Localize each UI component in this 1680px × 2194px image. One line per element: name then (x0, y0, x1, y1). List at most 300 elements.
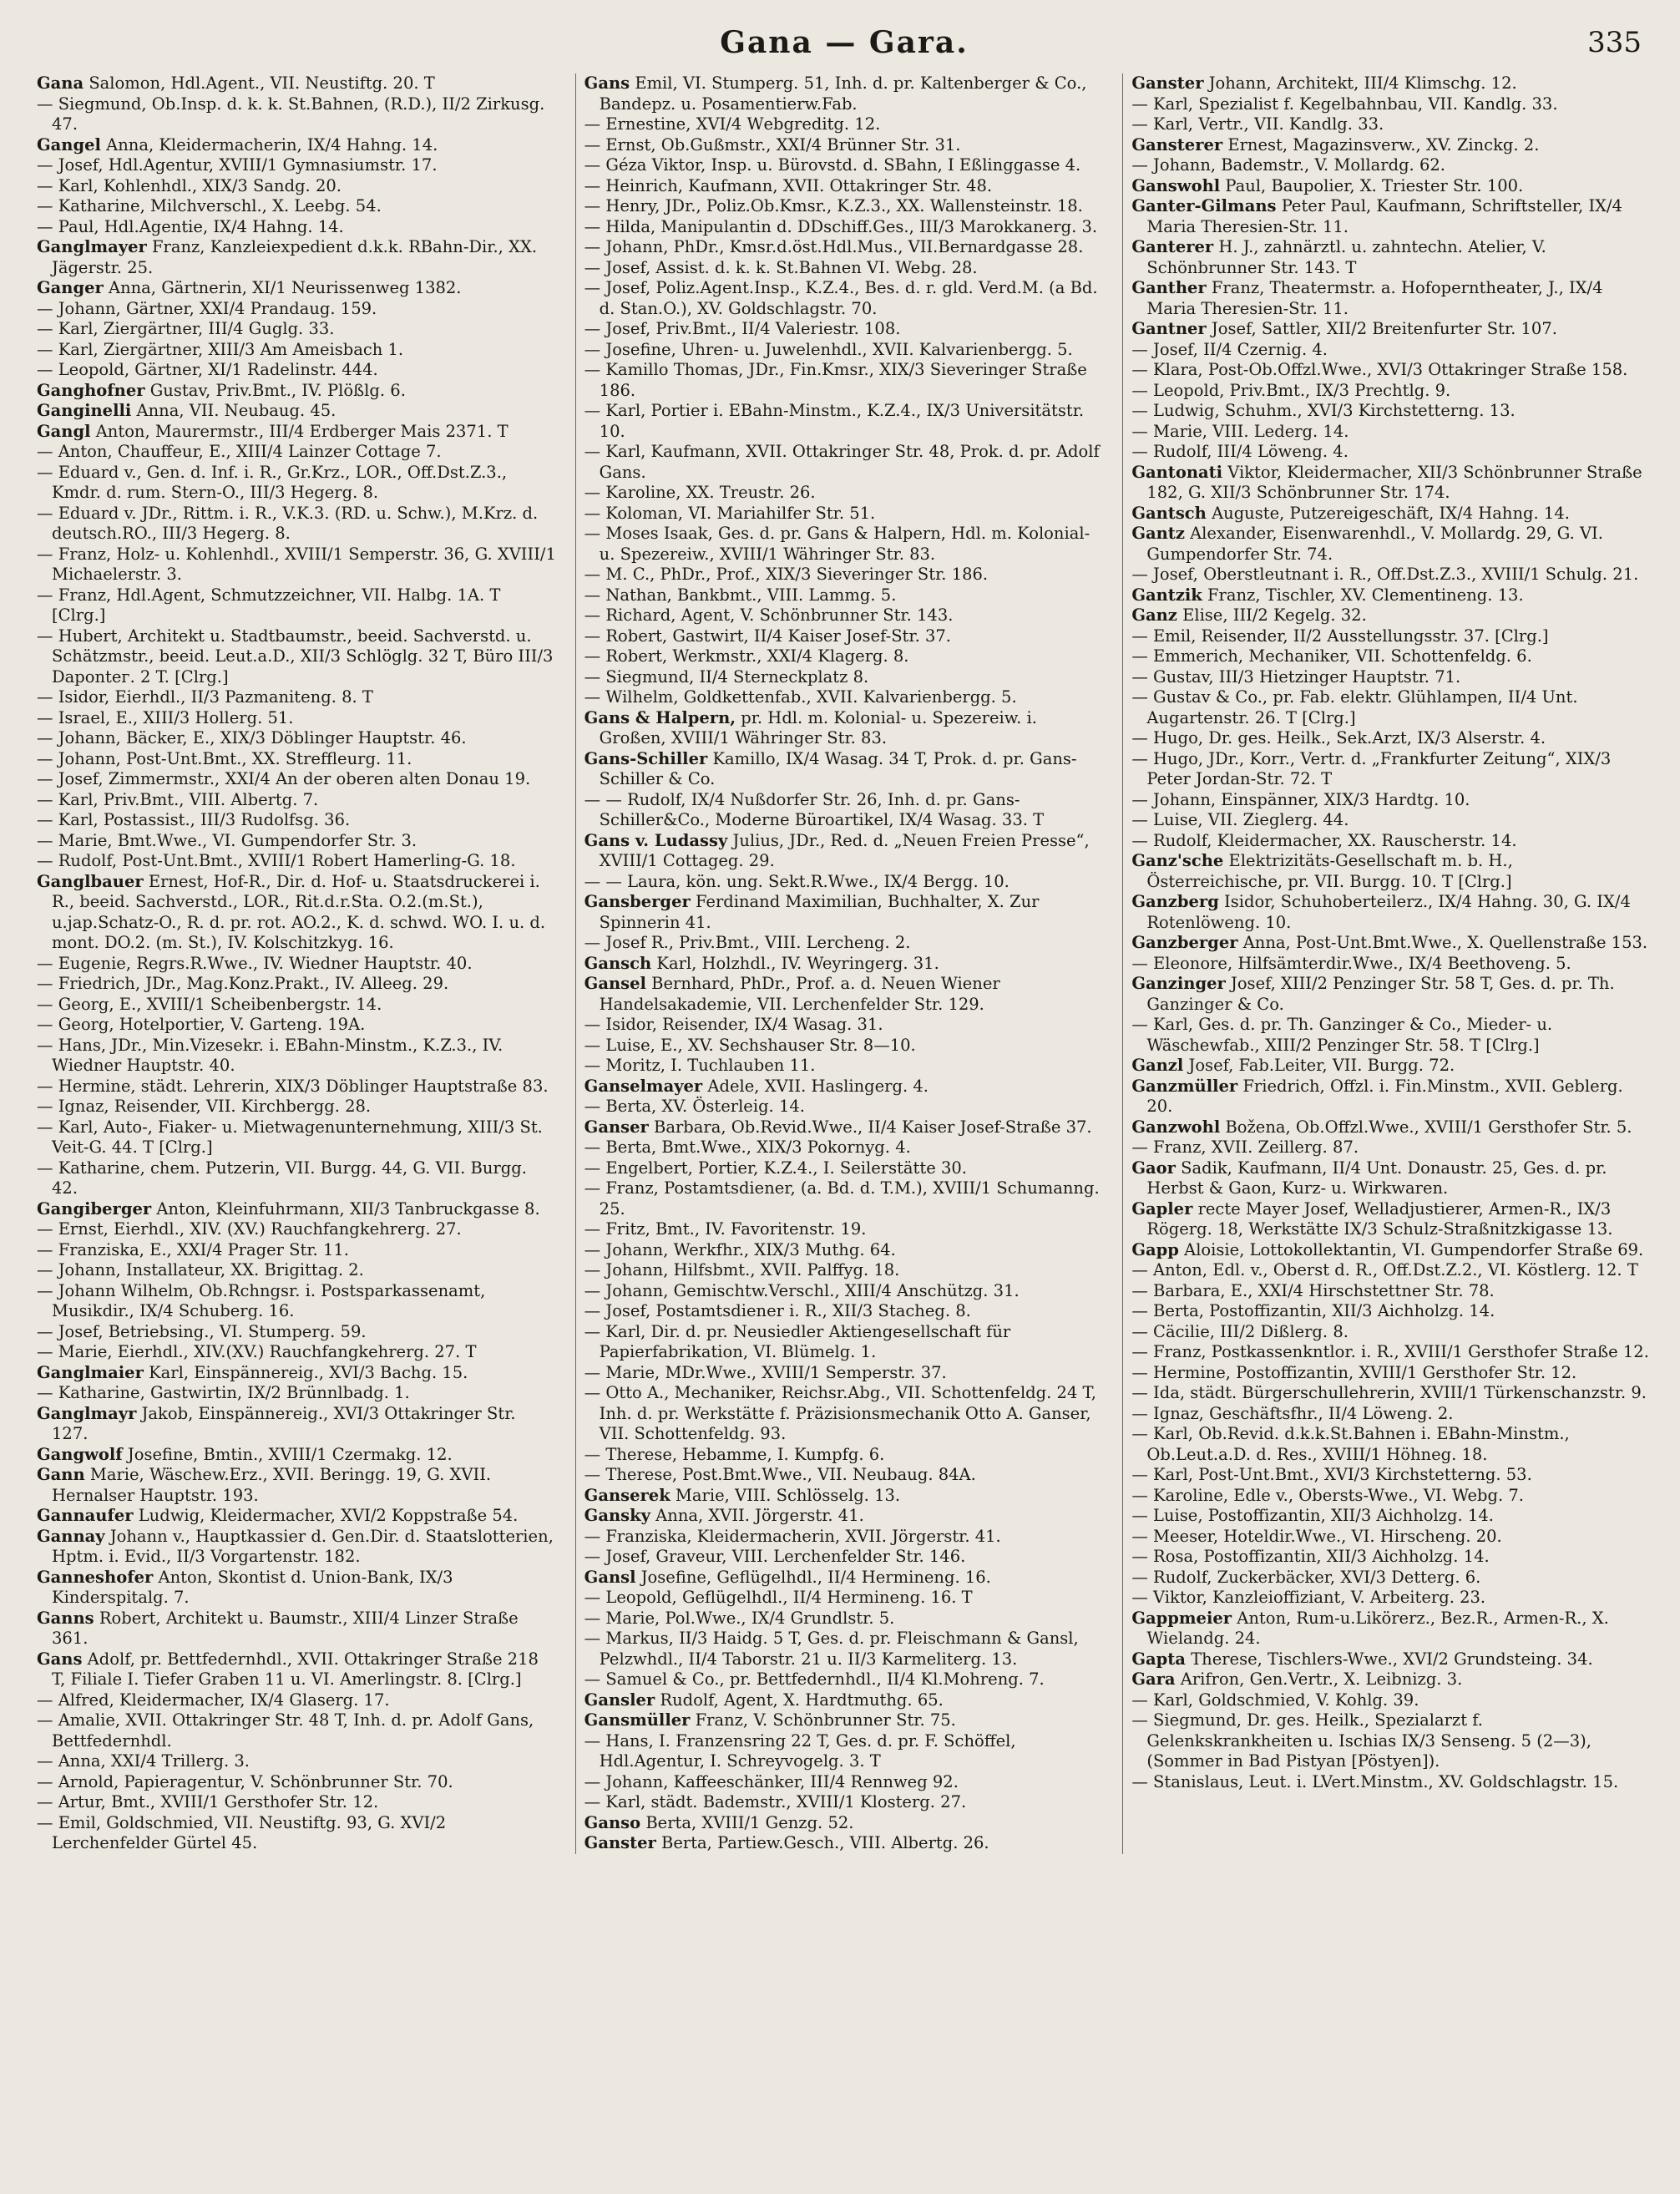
directory-entry (584, 1588, 1105, 1609)
entry-surname: Gansch (584, 953, 652, 973)
entry-details: — Johann, Gärtner, XXI/4 Prandaug. 159. (37, 298, 377, 318)
directory-entry (1131, 1486, 1652, 1507)
entry-surname: Gans-Schiller (584, 748, 708, 768)
directory-entry (1131, 933, 1652, 954)
directory-entry (584, 790, 1105, 831)
directory-entry (1131, 1301, 1652, 1322)
directory-entry (584, 606, 1105, 626)
directory-entry (37, 974, 557, 995)
directory-entry (37, 1260, 557, 1281)
entry-surname: Ganzberg (1131, 892, 1219, 911)
column-1 (37, 73, 557, 1854)
entry-details: — Arnold, Papieragentur, V. Schönbrunner Str. 70. (37, 1771, 453, 1791)
entry-details: — Marie, Bmt.Wwe., VI. Gumpendorfer Str. 3. (37, 830, 417, 850)
entry-details: — Johann, Kaffeeschänker, III/4 Rennweg 92. (584, 1771, 959, 1791)
entry-details: Isidor, Schuhoberteilerz., IX/4 Hahng. 30, G. IX/4 Rotenlöweng. 10. (1146, 892, 1631, 932)
directory-entry (584, 1117, 1105, 1138)
directory-entry (584, 1240, 1105, 1261)
directory-entry (1131, 1772, 1652, 1793)
directory-entry (37, 1772, 557, 1793)
directory-entry (37, 401, 557, 422)
directory-entry (584, 401, 1105, 442)
entry-details: — Johann, Post-Unt.Bmt., XX. Streffleurg. 11. (37, 748, 412, 768)
directory-entry (1131, 1158, 1652, 1199)
directory-entry (37, 1117, 557, 1158)
entry-details: — Engelbert, Portier, K.Z.4., I. Seilerstätte 30. (584, 1158, 967, 1178)
directory-entry (37, 1158, 557, 1199)
entry-details: Elektrizitäts-Gesellschaft m. b. H., Österreichische, pr. VII. Burgg. 10. T [Clrg.] (1146, 851, 1513, 891)
directory-entry (37, 1363, 557, 1384)
entry-details: — Franz, Postamtsdiener, (a. Bd. d. T.M.), XVIII/1 Schumanng. 25. (584, 1178, 1100, 1219)
directory-entry (1131, 504, 1652, 524)
entry-details: Franz, V. Schönbrunner Str. 75. (695, 1710, 956, 1730)
entry-details: — Johann, Hilfsbmt., XVII. Palffyg. 18. (584, 1260, 900, 1279)
directory-entry (1131, 1015, 1652, 1056)
directory-entry (37, 299, 557, 320)
directory-entry (37, 1281, 557, 1322)
entry-surname: Gans v. Ludassy (584, 830, 728, 850)
entry-surname: Ganglbauer (37, 871, 144, 891)
entry-details: — Anton, Edl. v., Oberst d. R., Off.Dst.Z.2., VI. Köstlerg. 12. T (1131, 1260, 1638, 1279)
directory-entry (1131, 237, 1652, 278)
entry-details: Gustav, Priv.Bmt., IV. Plößlg. 6. (149, 380, 406, 400)
entry-details: — Artur, Bmt., XVIII/1 Gersthofer Str. 12. (37, 1792, 379, 1811)
entry-details: — Therese, Post.Bmt.Wwe., VII. Neubaug. 84A. (584, 1465, 976, 1484)
entry-surname: Ganz (1131, 606, 1177, 625)
entry-details: Anna, VII. Neubaug. 45. (136, 401, 337, 420)
entry-surname: Gansler (584, 1690, 655, 1710)
entry-details: Friedrich, Offzl. i. Fin.Minstm., XVII. Geblerg. 20. (1146, 1076, 1623, 1116)
directory-entry (1131, 155, 1652, 176)
entry-details: Sadik, Kaufmann, II/4 Unt. Donaustr. 25, Ges. d. pr. Herbst & Gaon, Kurz- u. Wirkwaren. (1146, 1158, 1607, 1198)
directory-entry (1131, 135, 1652, 156)
directory-entry (1131, 810, 1652, 831)
entry-details: — Siegmund, Ob.Insp. d. k. k. St.Bahnen, (R.D.), II/2 Zirkusg. 47. (37, 94, 545, 134)
directory-entry (1131, 974, 1652, 1015)
entry-details: — Hermine, Postoffizantin, XVIII/1 Gersthofer Str. 12. (1131, 1362, 1577, 1382)
entry-details: Viktor, Kleidermacher, XII/3 Schönbrunner Straße 182, G. XII/3 Schönbrunner Str. 174. (1146, 462, 1642, 502)
entry-details: Arifron, Gen.Vertr., X. Leibnizg. 3. (1180, 1670, 1463, 1689)
entry-details: — Josef, Poliz.Agent.Insp., K.Z.4., Bes. d. r. gld. Verd.M. (a Bd. d. Stan.O.), XV. Goldschlagstr. 70. (584, 278, 1098, 318)
directory-entry (1131, 442, 1652, 463)
directory-entry (1131, 585, 1652, 606)
directory-entry (37, 1751, 557, 1772)
directory-entry (1131, 1424, 1652, 1465)
directory-entry (584, 1486, 1105, 1507)
directory-entry (584, 1219, 1105, 1240)
entry-details: — Josef, Betriebsing., VI. Stumperg. 59. (37, 1321, 367, 1341)
entry-details: — Eugenie, Regrs.R.Wwe., IV. Wiedner Hauptstr. 40. (37, 953, 473, 973)
entry-details: Karl, Einspännereig., XVI/3 Bachg. 15. (149, 1362, 468, 1382)
directory-entry (584, 831, 1105, 872)
directory-entry (37, 196, 557, 217)
directory-entry (1131, 463, 1652, 504)
directory-entry (584, 667, 1105, 688)
directory-entry (37, 360, 557, 381)
entry-surname: Gansmüller (584, 1710, 691, 1730)
entry-details: — Josef, Assist. d. k. k. St.Bahnen VI. Webg. 28. (584, 257, 978, 277)
directory-entry (37, 1077, 557, 1097)
entry-details: — Moses Isaak, Ges. d. pr. Gans & Halpern, Hdl. m. Kolonial- u. Spezereiw., XVIII/1 Währinger Str. 83. (584, 524, 1090, 564)
entry-details: — Kamillo Thomas, JDr., Fin.Kmsr., XIX/3 Sieveringer Straße 186. (584, 360, 1087, 400)
entry-surname: Ganglmayer (37, 237, 147, 256)
entry-surname: Ganser (584, 1117, 649, 1137)
directory-entry (1131, 1138, 1652, 1158)
entry-details: — Meeser, Hoteldir.Wwe., VI. Hirscheng. 20. (1131, 1526, 1502, 1546)
entry-details: — Josef, II/4 Czernig. 4. (1131, 339, 1328, 359)
entry-details: — Koloman, VI. Mariahilfer Str. 51. (584, 503, 876, 523)
entry-details: — Johann, Einspänner, XIX/3 Hardtg. 10. (1131, 789, 1470, 809)
entry-details: Emil, VI. Stumperg. 51, Inh. d. pr. Kaltenberger & Co., Bandерz. u. Posamentierw.Fab. (599, 73, 1087, 114)
directory-entry (37, 687, 557, 708)
directory-entry (1131, 94, 1652, 115)
directory-entry (584, 626, 1105, 647)
entry-details: — Ignaz, Reisender, VII. Kirchbergg. 28. (37, 1097, 372, 1116)
directory-entry (584, 1036, 1105, 1056)
entry-surname: Ganzl (1131, 1056, 1184, 1075)
entry-details: Franz, Tischler, XV. Clementineng. 13. (1207, 585, 1524, 605)
directory-entry (37, 504, 557, 545)
directory-entry (37, 831, 557, 852)
entry-details: — Ernestine, XVI/4 Wеbgrеditg. 12. (584, 114, 881, 134)
entry-details: — Barbara, E., XXI/4 Hirschstettner Str. 78. (1131, 1280, 1495, 1300)
directory-entry (584, 1260, 1105, 1281)
entry-details: — Franz, Holz- u. Kohlenhdl., XVIII/1 Semperstr. 36, G. XVIII/1 Michaelerstr. 3. (37, 544, 556, 584)
entry-details: — Karl, Kaufmann, XVII. Ottakringer Str. 48, Prok. d. pr. Adolf Gans. (584, 442, 1100, 482)
directory-entry (1131, 1465, 1652, 1486)
entry-surname: Gansl (584, 1567, 636, 1587)
entry-details: Franz, Theatermstr. a. Hofoperntheater, J., IX/4 Maria Theresien-Str. 11. (1146, 278, 1603, 318)
directory-entry (37, 217, 557, 238)
entry-surname: Gana (37, 73, 84, 93)
entry-details: — Josef, Postamtsdiener i. R., XII/3 Stacheg. 8. (584, 1301, 971, 1320)
entry-details: — Ida, städt. Bürgerschullehrerin, XVIII/1 Türkenschanzstr. 9. (1131, 1383, 1647, 1402)
entry-details: — Karl, Dir. d. pr. Neusiedler Aktiengesellschaft für Papierfabrikation, VI. Blümelg. 1. (584, 1321, 1011, 1361)
entry-details: — Ignaz, Geschäftsfhr., II/4 Löweng. 2. (1131, 1403, 1454, 1423)
entry-details: Peter Paul, Kaufmann, Schriftsteller, IX/4 Maria Theresien-Str. 11. (1146, 196, 1623, 236)
entry-surname: Gans & Halpern, (584, 707, 736, 727)
entry-surname: Ganz'sche (1131, 851, 1224, 870)
entry-details: — Hermine, städt. Lehrerin, XIX/3 Döblinger Hauptstraße 83. (37, 1076, 549, 1096)
directory-entry (584, 73, 1105, 114)
directory-entry (1131, 1690, 1652, 1711)
directory-entry (1131, 667, 1652, 688)
directory-entry (1131, 114, 1652, 135)
directory-entry (584, 1731, 1105, 1772)
directory-entry (37, 1404, 557, 1445)
entry-details: Barbara, Ob.Revid.Wwe., II/4 Kaiser Josef-Straße 37. (654, 1117, 1092, 1137)
directory-entry (1131, 340, 1652, 361)
entry-details: — Karl, Vertr., VII. Kandlg. 33. (1131, 114, 1384, 134)
entry-details: — Robert, Werkmstr., XXI/4 Klagerg. 8. (584, 646, 909, 666)
entry-details: — Johann Wilhelm, Ob.Rchngsr. i. Postsparkassenamt, Musikdir., IX/4 Schuberg. 16. (37, 1280, 486, 1320)
directory-entry (584, 954, 1105, 975)
entry-details: Salomon, Hdl.Agent., VII. Neustiftg. 20. T (89, 73, 435, 93)
entry-surname: Ganzberger (1131, 933, 1238, 952)
directory-entry (37, 94, 557, 135)
directory-entry (1131, 278, 1652, 319)
entry-details: H. J., zahnärztl. u. zahntechn. Atelier, V. Schönbrunner Str. 143. T (1146, 237, 1546, 277)
entry-details: — Karoline, XX. Treustr. 26. (584, 483, 816, 502)
entry-surname: Ganzinger (1131, 974, 1226, 993)
entry-details: — Katharine, Milchverschl., X. Leebg. 54. (37, 196, 382, 215)
directory-entry (1131, 687, 1652, 728)
entry-surname: Gantner (1131, 319, 1207, 338)
entry-details: — Robert, Gastwirt, II/4 Kaiser Josef-Str. 37. (584, 626, 951, 646)
directory-entry (584, 504, 1105, 524)
directory-entry (1131, 401, 1652, 422)
entry-details: — Luise, E., XV. Sechshauser Str. 8—10. (584, 1035, 916, 1055)
directory-entry (37, 872, 557, 954)
directory-entry (1131, 831, 1652, 852)
entry-surname: Gannay (37, 1526, 105, 1546)
entry-surname: Gansel (584, 974, 646, 993)
directory-entry (37, 73, 557, 94)
entry-surname: Gara (1131, 1670, 1176, 1689)
entry-surname: Ganger (37, 278, 104, 297)
running-title: Gana — Gara. (720, 25, 969, 60)
directory-entry (37, 1609, 557, 1649)
entry-details: Josefine, Bmtin., XVIII/1 Czermakg. 12. (127, 1444, 453, 1464)
directory-entry (37, 463, 557, 504)
entry-surname: Gappmeier (1131, 1608, 1232, 1628)
directory-entry (584, 687, 1105, 708)
directory-entry (584, 524, 1105, 565)
directory-entry (1131, 1568, 1652, 1588)
entry-details: — Siegmund, Dr. ges. Heilk., Spezialarzt f. Gelenkskrankheiten u. Ischias IX/3 Sensеng. 5 (2—3), (Sommer in Bad Pistyan [Pöstyen]). (1131, 1710, 1591, 1771)
entry-details: — — Laura, kön. ung. Sekt.R.Wwe., IX/4 Bergg. 10. (584, 871, 1010, 891)
entry-surname: Ganginelli (37, 401, 132, 420)
entry-details: — Siegmund, II/4 Sterneckplatz 8. (584, 666, 869, 687)
entry-details: — Karl, Portier i. EBahn-Minstm., K.Z.4., IX/3 Universitätstr. 10. (584, 401, 1085, 441)
directory-entry (1131, 1547, 1652, 1568)
directory-entry (584, 1281, 1105, 1302)
directory-entry (584, 1363, 1105, 1384)
entry-details: — Karoline, Edle v., Obersts-Wwe., VI. Webg. 7. (1131, 1485, 1524, 1505)
entry-details: recte Mayer Josef, Welladjustierer, Armen-R., IX/3 Rögerg. 18, Werkstätte IX/3 Schulz-Straßnitzkigasse 13. (1146, 1198, 1613, 1239)
entry-details: — Karl, Kohlenhdl., XIX/3 Sandg. 20. (37, 175, 342, 195)
directory-entry (37, 1445, 557, 1466)
entry-details: — Johann, Gemischtw.Verschl., XIII/4 Anschützg. 31. (584, 1280, 1020, 1300)
directory-entry (584, 176, 1105, 197)
directory-entry (584, 237, 1105, 258)
directory-entry (584, 278, 1105, 319)
directory-entry (584, 1772, 1105, 1793)
directory-entry (37, 278, 557, 299)
directory-entry (1131, 606, 1652, 626)
directory-entry (584, 319, 1105, 340)
directory-entry (1131, 749, 1652, 790)
directory-entry (1131, 319, 1652, 340)
directory-entry (584, 217, 1105, 238)
entry-surname: Gansky (584, 1506, 650, 1525)
entry-details: — Hugo, Dr. ges. Heilk., Sek.Arzt, IX/3 Alserstr. 4. (1131, 728, 1546, 747)
directory-entry (584, 1178, 1105, 1219)
directory-entry (37, 1527, 557, 1568)
directory-entry (584, 196, 1105, 217)
entry-surname: Gans (584, 73, 630, 93)
entry-details: Ludwig, Kleidermacher, XVI/2 Koppstraße 54. (138, 1506, 519, 1525)
entry-details: — Karl, Auto-, Fiaker- u. Mietwagenunternehmung, XIII/3 St. Veit-G. 44. T [Clrg.] (37, 1117, 543, 1157)
entry-details: Adolf, pr. Bettfedernhdl., XVII. Ottakringer Straße 218 T, Filiale I. Tiefer Graben 11 u. VI. Amerlingstr. 8. [Clrg.] (52, 1649, 539, 1689)
directory-entry (1131, 176, 1652, 197)
entry-surname: Ganso (584, 1812, 641, 1832)
entry-details: — Therese, Hebamme, I. Kumpfg. 6. (584, 1444, 885, 1464)
directory-entry (1131, 1240, 1652, 1261)
entry-details: — Rudolf, Zuckerbäcker, XVI/3 Detterg. 6. (1131, 1567, 1481, 1587)
entry-details: — Wilhelm, Goldkettenfab., XVII. Kalvarienbergg. 5. (584, 687, 1017, 707)
entry-details: — Alfred, Kleidermacher, IX/4 Glaserg. 17. (37, 1690, 390, 1710)
entry-details: — Markus, II/3 Haidg. 5 T, Ges. d. pr. Fleischmann & Gansl, Pelzwhdl., II/4 Taborstr. 21 u. II/3 Karmeliterg. 13. (584, 1629, 1079, 1669)
entry-details: — Hilda, Manipulantin d. DDschiff.Ges., III/3 Marokkanerg. 3. (584, 216, 1098, 236)
entry-surname: Gangwolf (37, 1444, 123, 1464)
directory-entry (584, 1445, 1105, 1466)
directory-entry (1131, 954, 1652, 975)
entry-details: — Rudolf, Post-Unt.Bmt., XVIII/1 Robert Hamerling-G. 18. (37, 851, 516, 870)
entry-details: Josefine, Geflügelhdl., II/4 Hermineng. 16. (640, 1567, 991, 1587)
entry-details: — Franziska, Kleidermacherin, XVII. Jörgerstr. 41. (584, 1526, 1001, 1546)
directory-entry (1131, 1670, 1652, 1690)
directory-entry (1131, 1260, 1652, 1281)
directory-entry (1131, 422, 1652, 443)
directory-entry (584, 1690, 1105, 1711)
directory-entry (1131, 892, 1652, 933)
entry-details: — Josefine, Uhren- u. Juwelenhdl., XVII. Kalvarienbergg. 5. (584, 339, 1073, 359)
entry-details: — Georg, Hotelportier, V. Garteng. 19A. (37, 1015, 366, 1034)
entry-surname: Gansterer (1131, 134, 1223, 155)
entry-details: — Emmerich, Mechaniker, VII. Schottenfeldg. 6. (1131, 646, 1532, 666)
entry-surname: Gans (37, 1649, 83, 1669)
directory-entry (1131, 1117, 1652, 1138)
entry-surname: Gapler (1131, 1198, 1193, 1219)
entry-details: — Luise, VII. Zieglerg. 44. (1131, 810, 1349, 829)
entry-surname: Ganster (1131, 73, 1204, 93)
directory-entry (37, 237, 557, 278)
directory-entry (1131, 1383, 1652, 1404)
directory-entry (584, 1158, 1105, 1179)
entry-details: — Johann, PhDr., Kmsr.d.öst.Hdl.Mus., VII.Bernardgasse 28. (584, 237, 1084, 256)
directory-entry (584, 646, 1105, 667)
entry-details: — Karl, städt. Bademstr., XVIII/1 Klosterg. 27. (584, 1792, 967, 1811)
directory-entry (37, 176, 557, 197)
directory-entry (1131, 1281, 1652, 1302)
directory-entry (1131, 1588, 1652, 1609)
directory-entry (584, 258, 1105, 279)
directory-entry (584, 1015, 1105, 1036)
directory-entry (584, 135, 1105, 156)
directory-entry (37, 995, 557, 1016)
entry-details: Anna, Gärtnerin, XI/1 Neurissenweg 1382. (108, 278, 462, 297)
directory-entry (37, 749, 557, 770)
directory-entry (37, 626, 557, 688)
entry-details: — Hugo, JDr., Korr., Vertr. d. „Frankfurter Zeitung“, XIX/3 Peter Jordan-Str. 72. T (1131, 748, 1612, 788)
entry-details: Rudolf, Agent, X. Hardtmuthg. 65. (660, 1690, 944, 1710)
entry-surname: Gantz (1131, 524, 1185, 543)
entry-details: Jakob, Einspännereig., XVI/3 Ottakringer Str. 127. (52, 1403, 516, 1443)
directory-entry (37, 381, 557, 402)
entry-details: — Karl, Ziergärtner, XIII/3 Am Ameisbach 1. (37, 339, 404, 359)
entry-details: — Marie, VIII. Lederg. 14. (1131, 421, 1349, 441)
directory-entry (584, 974, 1105, 1015)
directory-entry (1131, 1077, 1652, 1117)
entry-details: Anna, Kleidermacherin, IX/4 Hahng. 14. (106, 134, 438, 155)
entry-details: — Nathan, Bankbmt., VIII. Lammg. 5. (584, 585, 897, 605)
entry-details: — Josef, Hdl.Agentur, XVIII/1 Gymnasiumstr. 17. (37, 155, 438, 175)
entry-details: Anna, XVII. Jörgerstr. 41. (655, 1506, 864, 1525)
entry-details: Marie, VIII. Schlösselg. 13. (675, 1485, 901, 1505)
entry-details: — — Rudolf, IX/4 Nußdorfer Str. 26, Inh. d. pr. Gans-Schiller&Co., Moderne Büroartikel, IX/4 Wasag. 33. T (584, 789, 1045, 829)
entry-details: — Luise, Postoffizantin, XII/3 Aichholzg. 14. (1131, 1506, 1494, 1525)
entry-details: — Israel, E., XIII/3 Hollerg. 51. (37, 707, 294, 727)
directory-entry (37, 1506, 557, 1527)
directory-entry (1131, 1506, 1652, 1527)
entry-details: — Heinrich, Kaufmann, XVII. Ottakringer Str. 48. (584, 175, 993, 195)
directory-entry (37, 1015, 557, 1036)
entry-details: Božena, Ob.Offzl.Wwe., XVIII/1 Gersthofer Str. 5. (1225, 1117, 1632, 1137)
directory-entry (584, 114, 1105, 135)
column-2 (575, 73, 1105, 1854)
directory-entry (37, 1383, 557, 1404)
directory-entry (37, 442, 557, 463)
directory-entry (584, 1813, 1105, 1834)
entry-details: Paul, Baupolier, X. Triester Str. 100. (1225, 175, 1524, 195)
entry-details: Elise, III/2 Kegelg. 32. (1182, 606, 1367, 625)
directory-entry (1131, 1342, 1652, 1363)
directory-entry (37, 1036, 557, 1077)
directory-entry (37, 1792, 557, 1813)
entry-details: — Josef, Oberstleutnant i. R., Off.Dst.Z.3., XVIII/1 Schulg. 21. (1131, 565, 1639, 584)
entry-surname: Ganglmayr (37, 1403, 137, 1423)
entry-details: — Eleonore, Hilfsämterdir.Wwe., IX/4 Beethoveng. 5. (1131, 953, 1571, 973)
entry-details: Franz, Kanzleiexpedient d.k.k. RBahn-Dir., XX. Jägerstr. 25. (52, 237, 538, 277)
entry-details: Kamillo, IX/4 Wasag. 34 T, Prok. d. pr. Gans-Schiller & Co. (599, 748, 1077, 788)
entry-details: — Franz, Hdl.Agent, Schmutzzeichner, VII. Halbg. 1A. T [Clrg.] (37, 585, 501, 625)
directory-entry (1131, 1710, 1652, 1772)
entry-details: Anton, Maurermstr., III/4 Erdberger Mais 2371. T (95, 421, 509, 441)
entry-details: — Karl, Goldschmied, V. Kohlg. 39. (1131, 1690, 1419, 1710)
entry-surname: Ganterer (1131, 237, 1214, 256)
entry-details: — Karl, Ob.Revid. d.k.k.St.Bahnen i. EBahn-Minstm., Ob.Leut.a.D. d. Res., XVIII/1 Höhneg. 18. (1131, 1424, 1570, 1464)
directory-entry (37, 155, 557, 176)
directory-entry (37, 1240, 557, 1261)
entry-details: — Eduard v. JDr., Rittm. i. R., V.K.3. (RD. u. Schw.), M.Krz. d. deutsch.RO., III/3 Hegerg. 8. (37, 503, 539, 543)
entry-surname: Ganster (584, 1833, 656, 1852)
directory-entry (37, 1097, 557, 1117)
column-3 (1122, 73, 1652, 1854)
directory-entry (37, 769, 557, 790)
entry-surname: Ganghofner (37, 380, 145, 400)
directory-entry (37, 728, 557, 749)
entry-details: Robert, Architekt u. Baumstr., XIII/4 Linzer Straße 361. (52, 1608, 519, 1648)
directory-entry (37, 1342, 557, 1363)
entry-details: — Otto A., Mechaniker, Reichsr.Abg., VII. Schottenfeldg. 24 T, Inh. d. pr. Werkstätte f. Präzisionsmechanik Otto A. Ganser, VII. Schottenfeldg. 93. (584, 1383, 1096, 1443)
entry-details: Anton, Kleinfuhrmann, XII/3 Tanbruckgasse 8. (156, 1198, 540, 1219)
entry-details: — Ludwig, Schuhm., XVI/3 Kirchstetterng. 13. (1131, 401, 1516, 420)
entry-details: — Karl, Post-Unt.Bmt., XVI/3 Kirchstetterng. 53. (1131, 1465, 1532, 1484)
directory-entry (584, 1710, 1105, 1731)
entry-details: — Josef, Graveur, VIII. Lerchenfelder Str. 146. (584, 1547, 966, 1566)
directory-entry (37, 708, 557, 729)
directory-entry (584, 892, 1105, 933)
entry-details: — Klara, Post-Ob.Offzl.Wwe., XVI/3 Ottakringer Straße 158. (1131, 360, 1628, 379)
directory-entry (37, 790, 557, 811)
entry-details: — Viktor, Kanzleioffiziant, V. Arbeiterg. 23. (1131, 1588, 1486, 1607)
directory-entry (584, 1670, 1105, 1690)
entry-details: — Ernst, Ob.Gußmstr., XXI/4 Brünner Str. 31. (584, 134, 961, 155)
directory-entry (584, 1077, 1105, 1097)
entry-details: — Franziska, E., XXI/4 Prager Str. 11. (37, 1239, 349, 1259)
entry-details: Marie, Wäschew.Erz., XVII. Beringg. 19, G. XVII. Hernalser Hauptstr. 193. (52, 1465, 492, 1505)
